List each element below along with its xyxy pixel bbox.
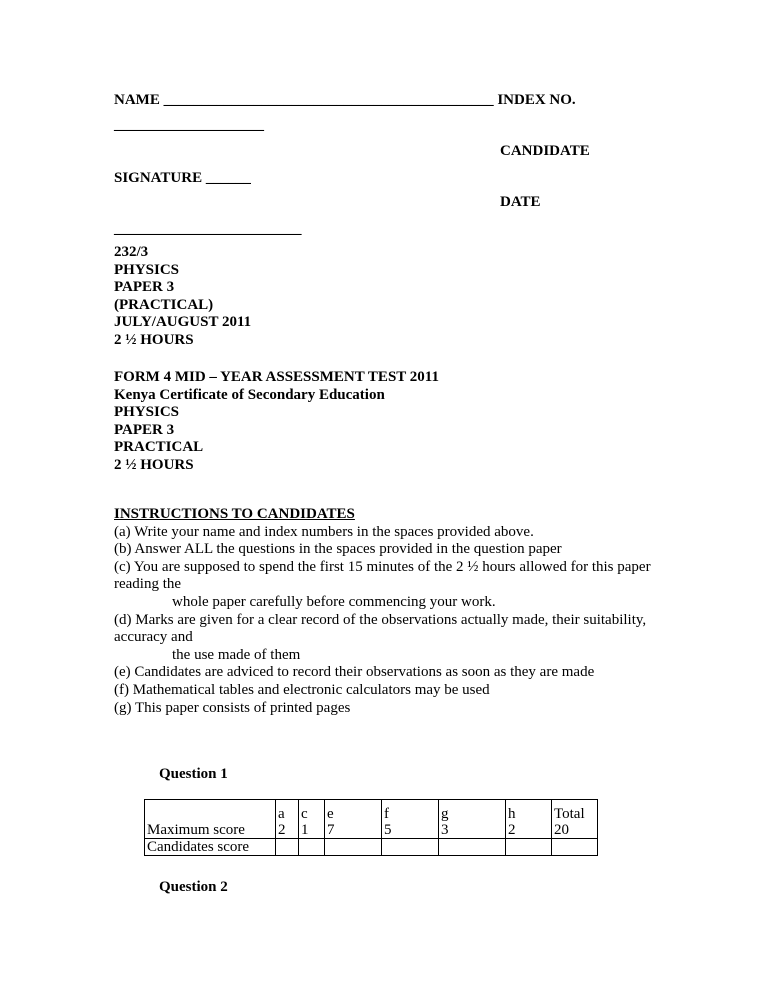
instruction-d: (d) Marks are given for a clear record of the observations actually made, their suitability, [114,611,647,628]
paper-type: (PRACTICAL) [114,296,214,313]
instruction-e: (e) Candidates are adviced to record their observations as soon as they are made [114,664,595,681]
max-score-value: 7 [327,822,335,838]
column-header: h [508,806,516,822]
name-underline: ____________________ [114,117,264,133]
instruction-d-cont: accuracy and [114,629,193,646]
column-header: Total [554,806,585,822]
date-underline: _________________________ [114,221,302,237]
max-score-value: 3 [441,822,449,838]
paper-number: PAPER 3 [114,279,175,295]
candidate-score-cell[interactable] [439,839,506,856]
paper-duration: 2 ½ HOURS [114,331,194,348]
column-header: e [327,806,334,822]
exam-type: PRACTICAL [114,439,204,455]
paper-code: 232/3 [114,244,149,260]
score-cell-c [299,800,325,839]
question1-score-table [144,799,598,856]
candidate-score-cell[interactable] [299,839,325,856]
max-score-value: 20 [554,822,569,838]
candidate-score-cell[interactable] [382,839,439,856]
exam-subject: PHYSICS [114,404,180,420]
paper-date: JULY/AUGUST 2011 [114,314,252,330]
question2-title: Question 2 [159,879,228,895]
instructions-section [114,506,674,717]
instruction-c: (c) You are supposed to spend the first 15 minutes of the 2 ½ hours allowed for this paper [114,558,651,575]
exam-info [114,369,439,474]
signature-line: SIGNATURE ______ [114,170,251,186]
candidate-score-cell[interactable] [325,839,382,856]
instruction-a: (a) Write your name and index numbers in the spaces provided above. [114,523,534,540]
instructions-title: INSTRUCTIONS TO CANDIDATES [114,506,355,522]
candidate-score-cell[interactable] [552,839,598,856]
score-cell-e [325,800,382,839]
instruction-c-cont: reading the [114,576,182,593]
paper-info [114,244,251,349]
instruction-c-cont2: whole paper carefully before commencing your work. [172,593,496,610]
column-header: g [441,806,449,822]
score-cell-a [276,800,299,839]
name-index-line: NAME ____________________________________________ INDEX NO. [114,92,576,108]
column-header: c [301,806,308,822]
candidate-score-cell[interactable] [506,839,552,856]
score-cell-g [439,800,506,839]
instruction-f: (f) Mathematical tables and electronic calculators may be used [114,681,490,698]
table-row [145,800,598,839]
instruction-d-cont2: the use made of them [172,646,301,663]
candidate-score-label: Candidates score [145,839,276,856]
candidate-label: CANDIDATE [500,143,590,159]
table-row [145,839,598,856]
column-header: a [278,806,285,822]
exam-title: FORM 4 MID – YEAR ASSESSMENT TEST 2011 [114,369,439,385]
max-score-value: 1 [301,822,309,838]
score-cell-total [552,800,598,839]
score-cell-f [382,800,439,839]
date-label: DATE [500,194,541,210]
instruction-g: (g) This paper consists of printed pages [114,699,351,716]
score-cell-h [506,800,552,839]
exam-paper: PAPER 3 [114,421,175,438]
question1-title: Question 1 [159,766,228,782]
max-score-value: 5 [384,822,392,838]
paper-subject: PHYSICS [114,261,180,278]
max-score-value: 2 [508,822,516,838]
instruction-b: (b) Answer ALL the questions in the spaces provided in the question paper [114,541,562,558]
exam-certificate: Kenya Certificate of Secondary Education [114,386,385,403]
candidate-score-cell[interactable] [276,839,299,856]
column-header: f [384,806,389,822]
max-score-label: Maximum score [145,800,276,839]
exam-duration: 2 ½ HOURS [114,456,194,473]
max-score-value: 2 [278,822,286,838]
